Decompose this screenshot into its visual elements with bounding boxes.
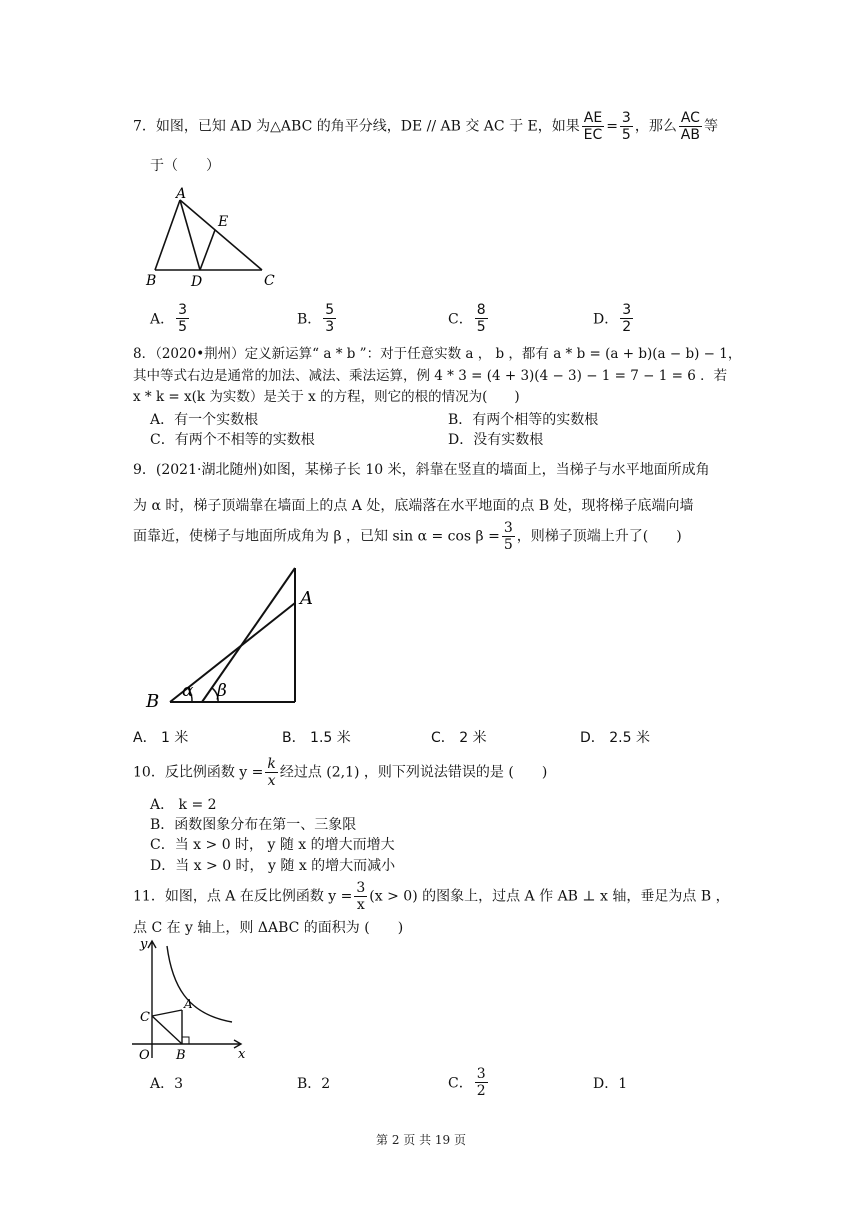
- q7-stem-part2: ，那么: [634, 118, 677, 135]
- q11-option-a[interactable]: A．3: [150, 1076, 184, 1092]
- q7-option-d-num: 3: [622, 302, 632, 318]
- q11-label-b: B: [176, 1048, 186, 1063]
- q11-graph-figure: [128, 934, 258, 1064]
- q9-frac-den: 5: [503, 537, 513, 553]
- q11-option-c-letter: C．: [448, 1075, 473, 1092]
- q11-label-a: A: [184, 997, 193, 1011]
- q7-option-c-den: 5: [476, 319, 486, 335]
- q7-label-e: E: [218, 214, 229, 230]
- q7-option-a-letter: A．: [150, 311, 175, 328]
- q10-stem-b: 经过点 (2,1) ，则下列说法错误的是 ( ): [279, 764, 548, 781]
- q9-line2: 为 α 时，梯子顶端靠在墙面上的点 A 处，底端落在水平地面的点 B 处，现将梯子底端向墙: [133, 498, 694, 514]
- q11-right-angle-mark: [182, 1037, 189, 1044]
- page-footer: 第 2 页 共 19 页: [376, 1133, 466, 1147]
- q11-frac-num: 3: [356, 880, 366, 896]
- q9-option-a[interactable]: A． 1 米: [133, 730, 189, 746]
- q8-line1: 8．（2020•荆州）定义新运算“ a * b ”：对于任意实数 a ， b ，都有 a * b = (a + b)(a − b) − 1，: [133, 346, 742, 362]
- q7-segment-ac: [180, 200, 262, 270]
- q7-option-a-num: 3: [178, 302, 188, 318]
- q11-option-c-frac: [475, 1066, 488, 1099]
- q11-label-o: O: [139, 1048, 150, 1063]
- q7-segment-ad: [180, 200, 200, 270]
- q7-option-c-num: 8: [476, 302, 486, 318]
- q7-option-d-den: 2: [622, 319, 632, 335]
- q10-stem: [133, 756, 547, 789]
- q9-label-alpha: α: [182, 681, 194, 701]
- q9-line3b: ，则梯子顶端上升了( ): [516, 528, 682, 545]
- q7-frac-ac-ab: [679, 110, 702, 143]
- q10-option-c[interactable]: C．当 x > 0 时， y 随 x 的增大而增大: [150, 837, 395, 853]
- q11-stem-a: 11．如图，点 A 在反比例函数 y =: [133, 888, 353, 905]
- q9-option-d[interactable]: D． 2.5 米: [580, 730, 650, 746]
- q10-frac-num: k: [267, 756, 276, 772]
- q11-segment-ca: [152, 1010, 182, 1016]
- q9-frac-3-5: [502, 520, 515, 553]
- q11-frac-den: x: [356, 897, 365, 913]
- q7-frac1-num: AE: [583, 110, 603, 126]
- q7-option-b-letter: B．: [297, 311, 322, 328]
- q7-option-b-num: 5: [325, 302, 335, 318]
- q10-option-a[interactable]: A． k = 2: [150, 797, 217, 813]
- q11-stem: [133, 880, 730, 913]
- q11-frac-3-x: [354, 880, 367, 913]
- q7-frac-ae-ec: [582, 110, 604, 143]
- q11-option-c-den: 2: [476, 1083, 486, 1099]
- q7-stem-line2: 于（ ）: [150, 158, 220, 174]
- q7-label-b: B: [146, 273, 157, 289]
- q10-stem-a: 10．反比例函数 y =: [133, 764, 264, 781]
- q7-label-d: D: [191, 274, 203, 290]
- q8-option-a[interactable]: A．有一个实数根: [150, 412, 259, 428]
- q11-label-x: x: [238, 1047, 246, 1062]
- q7-option-d[interactable]: [593, 302, 635, 335]
- q7-segment-ab: [155, 200, 180, 270]
- q8-option-b[interactable]: B．有两个相等的实数根: [448, 412, 599, 428]
- q7-frac2-num: 3: [621, 110, 631, 126]
- q9-frac-num: 3: [503, 520, 513, 536]
- q9-option-b[interactable]: B． 1.5 米: [282, 730, 351, 746]
- q8-option-d[interactable]: D．没有实数根: [448, 432, 544, 448]
- q9-label-b: B: [146, 691, 160, 712]
- q7-stem: [133, 110, 718, 143]
- q8-option-c[interactable]: C．有两个不相等的实数根: [150, 432, 315, 448]
- q11-option-d[interactable]: D．1: [593, 1076, 628, 1092]
- q9-label-a: A: [300, 588, 313, 609]
- q7-frac3-den: AB: [680, 127, 700, 143]
- q7-option-d-letter: D．: [593, 311, 619, 328]
- q7-frac-3-5: [620, 110, 633, 143]
- q7-option-a-frac: [176, 302, 189, 335]
- q7-frac2-den: 5: [621, 127, 631, 143]
- q7-frac3-num: AC: [680, 110, 700, 126]
- q9-line3a: 面靠近，使梯子与地面所成角为 β ，已知 sin α = cos β =: [133, 528, 500, 545]
- q9-line1: 9．(2021·湖北随州)如图，某梯子长 10 米，斜靠在竖直的墙面上，当梯子与水平地面所成角: [133, 462, 710, 478]
- q9-ladder-figure: [140, 560, 340, 710]
- q9-ladder-beta: [202, 568, 295, 702]
- q7-stem-part1: 7．如图，已知 AD 为△ABC 的角平分线，DE // AB 交 AC 于 E，如果: [133, 118, 580, 135]
- q10-frac-k-x: [265, 756, 277, 789]
- q7-option-c-frac: [475, 302, 488, 335]
- q7-option-b[interactable]: [297, 302, 338, 335]
- q7-triangle-figure: [140, 188, 300, 298]
- q11-stem-b: (x > 0) 的图象上，过点 A 作 AB ⊥ x 轴，垂足为点 B ，: [369, 888, 730, 905]
- q11-option-c[interactable]: [448, 1066, 490, 1099]
- q11-option-b[interactable]: B．2: [297, 1076, 331, 1092]
- q7-option-d-frac: [620, 302, 633, 335]
- q11-segment-cb: [152, 1016, 182, 1044]
- q10-option-b[interactable]: B．函数图象分布在第一、三象限: [150, 817, 357, 833]
- q11-option-c-num: 3: [476, 1066, 486, 1082]
- q7-stem-part3: 等: [703, 118, 718, 135]
- q7-segment-de: [200, 230, 215, 270]
- q7-option-a-den: 5: [178, 319, 188, 335]
- q11-line2: 点 C 在 y 轴上，则 ΔABC 的面积为 ( ): [133, 920, 404, 936]
- q7-option-b-frac: [323, 302, 336, 335]
- q7-option-a[interactable]: [150, 302, 191, 335]
- q7-eq: =: [606, 118, 618, 135]
- q7-option-b-den: 3: [325, 319, 335, 335]
- q8-line3: x * k = x(k 为实数）是关于 x 的方程，则它的根的情况为( ): [133, 389, 520, 405]
- q9-label-beta: β: [217, 681, 227, 701]
- q10-frac-den: x: [267, 773, 276, 789]
- q7-label-a: A: [176, 186, 187, 202]
- q7-label-c: C: [264, 273, 275, 289]
- q7-option-c-letter: C．: [448, 311, 473, 328]
- q11-label-y: y: [140, 937, 148, 952]
- q7-option-c[interactable]: [448, 302, 490, 335]
- q10-option-d[interactable]: D．当 x > 0 时， y 随 x 的增大而减小: [150, 858, 396, 874]
- q11-label-c: C: [140, 1010, 150, 1025]
- q7-frac1-den: EC: [583, 127, 603, 143]
- q8-line2: 其中等式右边是通常的加法、减法、乘法运算，例 4 * 3 = (4 + 3)(4 − 3) − 1 = 7 − 1 = 6 ．若: [133, 368, 728, 384]
- q9-line3: [133, 520, 682, 553]
- q9-option-c[interactable]: C． 2 米: [431, 730, 487, 746]
